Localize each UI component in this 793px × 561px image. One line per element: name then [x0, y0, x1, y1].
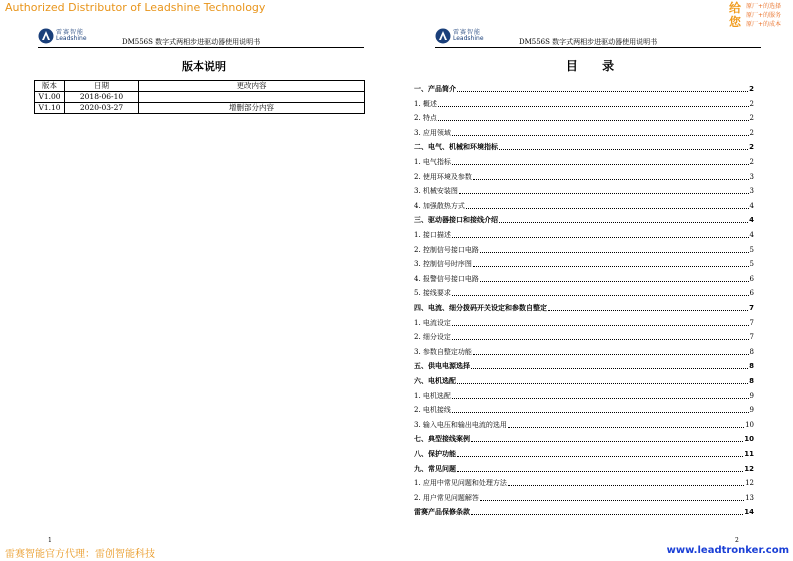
toc-entry-title: 5. 接线要求 — [414, 289, 451, 298]
toc-entry-page: 12 — [745, 479, 754, 488]
toc-entry-title: 3. 参数自整定功能 — [414, 347, 472, 356]
toc-entry[interactable] — [414, 97, 754, 109]
toc-entry-title: 七、典型接线案例 — [414, 435, 470, 444]
toc-entry[interactable] — [414, 228, 754, 240]
toc-leader-dots — [452, 398, 749, 399]
promo-char-1: 给 — [729, 1, 742, 15]
toc-entry-page: 7 — [749, 318, 754, 327]
doc-title: DM556S 数字式两相步进驱动器使用说明书 — [519, 38, 658, 46]
cell-changes: 增删部分内容 — [139, 103, 365, 114]
toc-entry-page: 10 — [744, 435, 754, 444]
toc-entry[interactable] — [414, 199, 754, 211]
toc-entry[interactable] — [414, 359, 754, 371]
promo-line-3: 原厂+的成本 — [746, 21, 782, 28]
toc-leader-dots — [480, 252, 749, 253]
page-header — [38, 27, 364, 48]
toc-entry[interactable] — [414, 403, 754, 415]
left-page — [0, 0, 396, 561]
toc-entry[interactable] — [414, 126, 754, 138]
col-header-date: 日期 — [65, 81, 139, 92]
footer-url-link[interactable]: www.leadtronker.com — [666, 545, 789, 556]
toc-entry[interactable] — [414, 213, 754, 225]
table-row — [35, 92, 365, 103]
table-row — [35, 103, 365, 114]
logo-en-text: Leadshine — [453, 35, 484, 42]
leadshine-logo-icon — [435, 28, 451, 44]
promo-char-2: 您 — [729, 15, 742, 29]
toc-leader-dots — [473, 266, 749, 267]
toc-leader-dots — [480, 281, 749, 282]
toc-entry-title: 3. 应用领域 — [414, 128, 451, 137]
toc-entry-page: 14 — [744, 508, 754, 517]
toc-entry[interactable] — [414, 243, 754, 255]
logo-cn-text: 雷赛智能 — [56, 29, 85, 36]
toc-entry-title: 1. 应用中常见问题和处理方法 — [414, 479, 507, 488]
toc-entry-page: 3 — [749, 187, 754, 196]
toc-entry-title: 2. 细分设定 — [414, 333, 451, 342]
toc-entry[interactable] — [414, 330, 754, 342]
toc-leader-dots — [452, 295, 749, 296]
toc-entry-title: 2. 电机接线 — [414, 406, 451, 415]
toc-entry-title: 3. 输入电压和输出电流的选用 — [414, 420, 507, 429]
toc-leader-dots — [452, 412, 749, 413]
col-header-version: 版本 — [35, 81, 65, 92]
toc-leader-dots — [473, 354, 749, 355]
toc-entry-title: 1. 概述 — [414, 99, 437, 108]
toc-leader-dots — [508, 427, 744, 428]
toc-entry-page: 11 — [744, 450, 754, 458]
promo-line-2: 原厂+的服务 — [746, 12, 782, 19]
toc-entry-title: 1. 电气指标 — [414, 158, 451, 166]
toc-entry-title: 2. 用户常见问题解答 — [414, 493, 479, 502]
toc-entry-title: 雷赛产品保修条款 — [414, 508, 470, 517]
promo-line-1: 原厂+的选择 — [746, 3, 782, 10]
toc-entry[interactable] — [414, 257, 754, 269]
toc-entry-page: 10 — [745, 420, 754, 429]
page-number: 1 — [48, 537, 52, 544]
toc-leader-dots — [471, 514, 743, 515]
toc-entry[interactable] — [414, 418, 754, 430]
leadshine-logo-icon — [38, 28, 54, 44]
toc-leader-dots — [548, 310, 748, 311]
toc-entry[interactable] — [414, 111, 754, 123]
toc-leader-dots — [471, 368, 748, 369]
toc-leader-dots — [452, 237, 749, 238]
toc-leader-dots — [480, 500, 744, 501]
toc-entry-title: 4. 加强散热方式 — [414, 201, 465, 210]
toc-entry-title: 四、电流、细分拨码开关设定和参数自整定 — [414, 304, 547, 312]
toc-leader-dots — [452, 164, 749, 165]
toc-entry-page: 2 — [749, 114, 754, 123]
toc-entry[interactable] — [414, 272, 754, 284]
toc-entry[interactable] — [414, 316, 754, 328]
toc-entry-title: 1. 电机选配 — [414, 391, 451, 400]
toc-leader-dots — [452, 135, 749, 136]
toc-entry[interactable] — [414, 82, 754, 94]
toc-entry-title: 4. 报警信号接口电路 — [414, 274, 479, 283]
toc-entry-page: 4 — [749, 201, 754, 210]
toc-entry-title: 3. 机械安装图 — [414, 187, 458, 196]
toc-leader-dots — [508, 485, 744, 486]
toc-entry-page: 6 — [749, 274, 754, 283]
cell-date: 2020-03-27 — [65, 103, 139, 114]
toc-entry-title: 3. 控制信号时序图 — [414, 260, 472, 269]
toc-leader-dots — [471, 441, 743, 442]
toc-entry-page: 8 — [749, 362, 754, 371]
toc-entry[interactable] — [414, 505, 754, 517]
toc-leader-dots — [438, 106, 749, 107]
toc-entry-page: 7 — [749, 333, 754, 342]
table-header-row — [35, 81, 365, 92]
toc-entry-title: 九、常见问题 — [414, 464, 456, 473]
toc-entry[interactable] — [414, 170, 754, 182]
toc-entry-title: 2. 控制信号接口电路 — [414, 245, 479, 254]
toc-entry-page: 2 — [749, 143, 754, 152]
toc-entry-page: 3 — [749, 172, 754, 181]
toc-entry-page: 13 — [745, 493, 754, 502]
footer-agent-text: 雷赛智能官方代理：雷创智能科技 — [5, 549, 155, 560]
toc-entry-page: 2 — [749, 85, 754, 93]
toc-entry-page: 5 — [749, 260, 754, 269]
logo-cn-text: 雷赛智能 — [453, 29, 482, 36]
toc-entry-page: 8 — [749, 377, 754, 385]
toc-leader-dots — [457, 91, 748, 92]
toc-entry-page: 4 — [749, 216, 754, 225]
toc-entry-page: 2 — [749, 99, 754, 108]
toc-entry[interactable] — [414, 447, 754, 459]
toc-entry-page: 2 — [749, 158, 754, 166]
version-table — [34, 80, 365, 114]
toc-leader-dots — [499, 149, 748, 150]
toc-entry[interactable] — [414, 374, 754, 386]
toc-entry[interactable] — [414, 345, 754, 357]
toc-entry-page: 6 — [749, 289, 754, 298]
toc-leader-dots — [457, 383, 748, 384]
leadshine-logo — [435, 27, 495, 47]
toc-entry-title: 2. 使用环境及参数 — [414, 172, 472, 181]
toc-entry[interactable] — [414, 476, 754, 488]
version-title: 版本说明 — [182, 60, 226, 73]
toc-entry[interactable] — [414, 184, 754, 196]
toc-entry-page: 7 — [749, 304, 754, 312]
page-header — [435, 27, 761, 48]
toc-entry[interactable] — [414, 462, 754, 474]
cell-changes — [139, 92, 365, 103]
toc-entry-page: 8 — [749, 347, 754, 356]
toc-entry-title: 2. 特点 — [414, 114, 437, 123]
cell-version: V1.10 — [35, 103, 65, 114]
cell-date: 2018-06-10 — [65, 92, 139, 103]
toc-entry[interactable] — [414, 140, 754, 152]
toc-entry[interactable] — [414, 491, 754, 503]
toc-title: 目 录 — [565, 59, 625, 73]
toc-entry-page: 5 — [749, 245, 754, 254]
toc-entry-title: 1. 电流设定 — [414, 318, 451, 327]
toc-entry-title: 一、产品简介 — [414, 85, 456, 93]
toc-leader-dots — [452, 325, 749, 326]
toc-entry-title: 三、驱动器接口和接线介绍 — [414, 216, 498, 225]
toc-entry[interactable] — [414, 301, 754, 313]
toc-entry-page: 9 — [749, 406, 754, 415]
toc-entry[interactable] — [414, 286, 754, 298]
doc-title: DM556S 数字式两相步进驱动器使用说明书 — [122, 38, 261, 46]
page-number: 2 — [735, 537, 739, 544]
leadshine-logo — [38, 27, 98, 47]
toc-entry[interactable] — [414, 155, 754, 167]
toc-entry[interactable] — [414, 389, 754, 401]
logo-en-text: Leadshine — [56, 35, 87, 42]
toc-entry-page: 9 — [749, 391, 754, 400]
toc-entry-page: 4 — [749, 231, 754, 239]
toc-leader-dots — [459, 193, 749, 194]
toc-entry-page: 12 — [744, 464, 754, 473]
toc-leader-dots — [457, 471, 743, 472]
toc-entry-title: 八、保护功能 — [414, 450, 456, 458]
col-header-changes: 更改内容 — [139, 81, 365, 92]
toc-leader-dots — [466, 208, 749, 209]
toc-leader-dots — [438, 120, 749, 121]
toc-entry-title: 二、电气、机械和环境指标 — [414, 143, 498, 152]
toc-entry-title: 1. 接口描述 — [414, 231, 451, 239]
toc-entry-title: 六、电机选配 — [414, 377, 456, 385]
toc-leader-dots — [499, 222, 748, 223]
top-banner: Authorized Distributor of Leadshine Technology — [5, 1, 266, 14]
toc-leader-dots — [473, 179, 749, 180]
toc-entry-title: 五、供电电源选择 — [414, 362, 470, 371]
toc-entry-page: 2 — [749, 128, 754, 137]
toc-leader-dots — [452, 339, 749, 340]
toc-entry[interactable] — [414, 432, 754, 444]
toc-leader-dots — [457, 456, 743, 457]
right-page — [397, 0, 793, 561]
cell-version: V1.00 — [35, 92, 65, 103]
